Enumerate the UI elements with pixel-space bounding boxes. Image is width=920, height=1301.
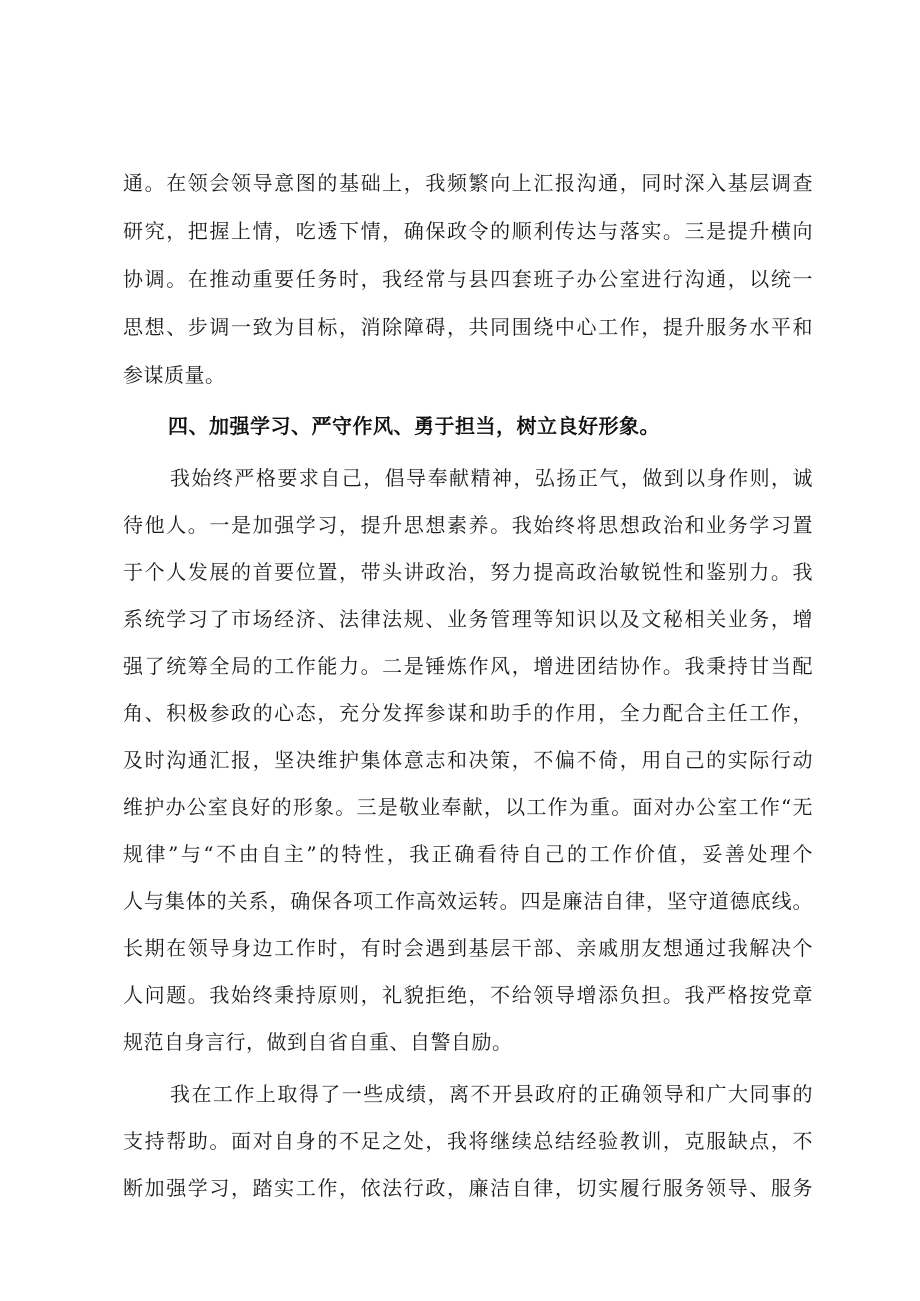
paragraph-line: 待他人。一是加强学习，提升思想素养。我始终将思想政治和业务学习置 <box>123 513 813 537</box>
paragraph-line: 系统学习了市场经济、法律法规、业务管理等知识以及文秘相关业务，增 <box>123 607 813 631</box>
paragraph-line: 通。在领会领导意图的基础上，我频繁向上汇报沟通，同时深入基层调查 <box>123 171 813 195</box>
paragraph-line: 支持帮助。面对自身的不足之处，我将继续总结经验教训，克服缺点，不 <box>123 1129 813 1153</box>
section-heading: 四、加强学习、严守作风、勇于担当，树立良好形象。 <box>168 414 660 438</box>
paragraph-line: 强了统筹全局的工作能力。二是锤炼作风，增进团结协作。我秉持甘当配 <box>123 654 813 678</box>
paragraph-line: 人问题。我始终秉持原则，礼貌拒绝，不给领导增添负担。我严格按党章 <box>123 983 813 1007</box>
paragraph-line: 协调。在推动重要任务时，我经常与县四套班子办公室进行沟通，以统一 <box>123 267 813 291</box>
paragraph-line: 断加强学习，踏实工作，依法行政，廉洁自律，切实履行服务领导、服务 <box>123 1176 813 1200</box>
paragraph-line: 我始终严格要求自己，倡导奉献精神，弘扬正气，做到以身作则，诚 <box>170 466 813 490</box>
paragraph-line: 维护办公室良好的形象。三是敬业奉献，以工作为重。面对办公室工作“无 <box>123 795 813 819</box>
paragraph-line: 参谋质量。 <box>123 363 226 387</box>
paragraph-line: 及时沟通汇报，坚决维护集体意志和决策，不偏不倚，用自己的实际行动 <box>123 748 813 772</box>
paragraph-line: 长期在领导身边工作时，有时会遇到基层干部、亲戚朋友想通过我解决个 <box>123 936 813 960</box>
paragraph-line: 研究，把握上情，吃透下情，确保政令的顺利传达与落实。三是提升横向 <box>123 219 813 243</box>
paragraph-line: 人与集体的关系，确保各项工作高效运转。四是廉洁自律，坚守道德底线。 <box>123 889 813 913</box>
paragraph-line: 思想、步调一致为目标，消除障碍，共同围绕中心工作，提升服务水平和 <box>123 315 813 339</box>
paragraph-line: 规范自身言行，做到自省自重、自警自励。 <box>123 1030 513 1054</box>
paragraph-line: 规律”与“不由自主”的特性，我正确看待自己的工作价值，妥善处理个 <box>123 842 813 866</box>
paragraph-line: 我在工作上取得了一些成绩，离不开县政府的正确领导和广大同事的 <box>170 1082 813 1106</box>
paragraph-line: 于个人发展的首要位置，带头讲政治，努力提高政治敏锐性和鉴别力。我 <box>123 560 813 584</box>
paragraph-line: 角、积极参政的心态，充分发挥参谋和助手的作用，全力配合主任工作， <box>123 701 813 725</box>
